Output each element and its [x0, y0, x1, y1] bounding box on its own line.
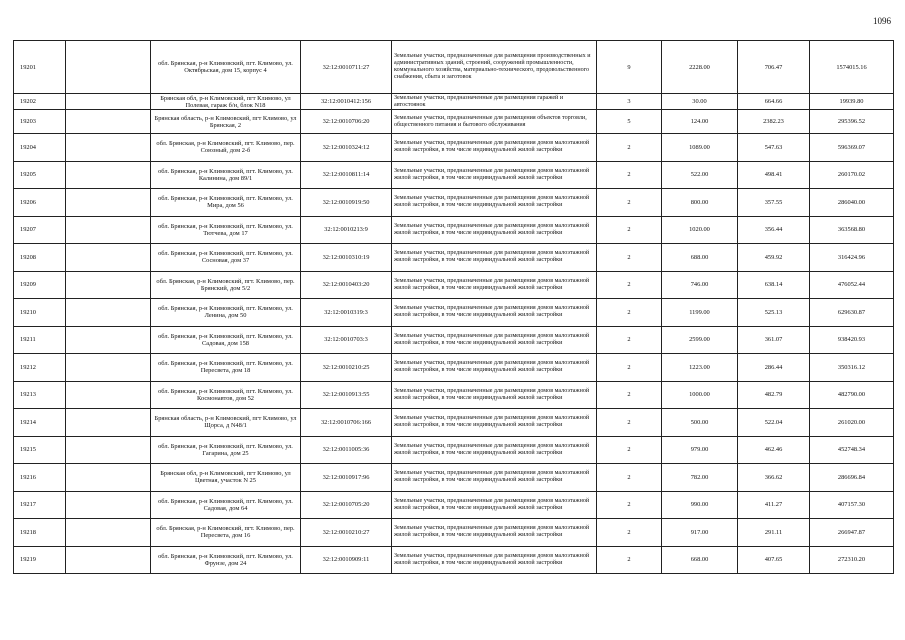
land-use-cell: Земельные участки, предназначенные для размещения домов малоэтажной жилой застройки, в том числе индивидуальной жилой застройки — [392, 216, 597, 244]
cadastral-number-cell: 32:12:0010210:25 — [301, 354, 392, 382]
cadastral-value-cell: 261020.00 — [810, 409, 894, 437]
address-cell: обл. Брянская, р-н Климовский, пгт. Климово, ул. Садовая, дом 64 — [151, 491, 301, 519]
group-number-cell: 2 — [597, 409, 662, 437]
table-row — [14, 189, 894, 217]
group-number-cell: 2 — [597, 216, 662, 244]
row-number: 19207 — [14, 216, 66, 244]
row-number: 19218 — [14, 519, 66, 547]
row-number: 19214 — [14, 409, 66, 437]
row-number: 19202 — [14, 94, 66, 110]
group-number-cell: 2 — [597, 271, 662, 299]
table-row — [14, 161, 894, 189]
cadastral-value-cell: 407157.30 — [810, 491, 894, 519]
group-number-cell: 2 — [597, 134, 662, 162]
row-number: 19217 — [14, 491, 66, 519]
cadastral-number-cell: 32:12:0010210:27 — [301, 519, 392, 547]
cadastral-value-cell: 629630.87 — [810, 299, 894, 327]
address-cell: обл. Брянская, р-н Климовский, пгт. Климово, ул. Октябрьская, дом 15, корпус 4 — [151, 41, 301, 94]
group-number-cell: 2 — [597, 244, 662, 272]
land-use-cell: Земельные участки, предназначенные для размещения домов малоэтажной жилой застройки, в том числе индивидуальной жилой застройки — [392, 189, 597, 217]
row-spacer — [66, 134, 151, 162]
group-number-cell: 2 — [597, 189, 662, 217]
row-spacer — [66, 244, 151, 272]
table-row — [14, 110, 894, 134]
table-row — [14, 519, 894, 547]
row-spacer — [66, 436, 151, 464]
unit-value-cell: 498.41 — [738, 161, 810, 189]
address-cell: обл. Брянская, р-н Климовский, пгт. Климово, ул. Тютчева, дом 17 — [151, 216, 301, 244]
land-use-cell: Земельные участки, предназначенные для размещения домов малоэтажной жилой застройки, в том числе индивидуальной жилой застройки — [392, 354, 597, 382]
table-row — [14, 409, 894, 437]
area-cell: 782.00 — [662, 464, 738, 492]
row-number: 19215 — [14, 436, 66, 464]
area-cell: 917.00 — [662, 519, 738, 547]
table-row — [14, 436, 894, 464]
unit-value-cell: 482.79 — [738, 381, 810, 409]
cadastral-value-cell: 286040.00 — [810, 189, 894, 217]
area-cell: 979.00 — [662, 436, 738, 464]
page-number: 1096 — [873, 16, 891, 26]
table-row — [14, 271, 894, 299]
unit-value-cell: 357.55 — [738, 189, 810, 217]
row-number: 19213 — [14, 381, 66, 409]
cadastral-value-cell: 1574015.16 — [810, 41, 894, 94]
row-spacer — [66, 326, 151, 354]
row-number: 19206 — [14, 189, 66, 217]
address-cell: обл. Брянская, р-н Климовский, пгт. Климово, ул. Гагарина, дом 25 — [151, 436, 301, 464]
cadastral-value-cell: 266947.87 — [810, 519, 894, 547]
table-row — [14, 546, 894, 574]
cadastral-number-cell: 32:12:0010703:3 — [301, 326, 392, 354]
row-spacer — [66, 381, 151, 409]
row-spacer — [66, 41, 151, 94]
address-cell: Брянская область, р-н Климовский, пгт Климово, ул Щорса, д N48/1 — [151, 409, 301, 437]
row-spacer — [66, 546, 151, 574]
cadastral-number-cell: 32:12:0010324:12 — [301, 134, 392, 162]
group-number-cell: 2 — [597, 546, 662, 574]
address-cell: обл. Брянская, р-н Климовский, пгт. Климово, пер. Пересвета, дом 16 — [151, 519, 301, 547]
row-spacer — [66, 299, 151, 327]
row-spacer — [66, 354, 151, 382]
row-number: 19203 — [14, 110, 66, 134]
land-use-cell: Земельные участки, предназначенные для размещения домов малоэтажной жилой застройки, в том числе индивидуальной жилой застройки — [392, 134, 597, 162]
group-number-cell: 2 — [597, 491, 662, 519]
cadastral-number-cell: 32:12:0010913:55 — [301, 381, 392, 409]
table-row — [14, 491, 894, 519]
unit-value-cell: 459.92 — [738, 244, 810, 272]
land-use-cell: Земельные участки, предназначенные для размещения домов малоэтажной жилой застройки, в том числе индивидуальной жилой застройки — [392, 546, 597, 574]
row-spacer — [66, 110, 151, 134]
row-number: 19210 — [14, 299, 66, 327]
area-cell: 1089.00 — [662, 134, 738, 162]
group-number-cell: 5 — [597, 110, 662, 134]
table-row — [14, 464, 894, 492]
address-cell: обл. Брянская, р-н Климовский, пгт. Климово, ул. Сосновая, дом 37 — [151, 244, 301, 272]
cadastral-value-cell: 476052.44 — [810, 271, 894, 299]
table-row — [14, 326, 894, 354]
land-use-cell: Земельные участки, предназначенные для размещения объектов торговли, общественного питания и бытового обслуживания — [392, 110, 597, 134]
row-number: 19204 — [14, 134, 66, 162]
area-cell: 746.00 — [662, 271, 738, 299]
cadastral-number-cell: 32:12:0010213:9 — [301, 216, 392, 244]
cadastral-value-cell: 316424.96 — [810, 244, 894, 272]
land-use-cell: Земельные участки, предназначенные для размещения гаражей и автостоянок — [392, 94, 597, 110]
cadastral-value-cell: 19939.80 — [810, 94, 894, 110]
unit-value-cell: 366.62 — [738, 464, 810, 492]
area-cell: 990.00 — [662, 491, 738, 519]
group-number-cell: 2 — [597, 464, 662, 492]
cadastral-number-cell: 32:12:0010917:96 — [301, 464, 392, 492]
cadastral-value-cell: 596369.07 — [810, 134, 894, 162]
area-cell: 30.00 — [662, 94, 738, 110]
unit-value-cell: 706.47 — [738, 41, 810, 94]
address-cell: Брянская обл, р-н Климовский, пгт Климово, ул Цветная, участок N 25 — [151, 464, 301, 492]
unit-value-cell: 547.63 — [738, 134, 810, 162]
table-body — [14, 41, 894, 574]
unit-value-cell: 522.04 — [738, 409, 810, 437]
address-cell: обл. Брянская, р-н Климовский, пгт. Климово, пер. Союзный, дом 2-б — [151, 134, 301, 162]
unit-value-cell: 291.11 — [738, 519, 810, 547]
cadastral-number-cell: 32:12:0011005:36 — [301, 436, 392, 464]
cadastral-value-cell: 272310.20 — [810, 546, 894, 574]
address-cell: обл. Брянская, р-н Климовский, пгт. Климово, ул. Калинина, дом 89/1 — [151, 161, 301, 189]
group-number-cell: 2 — [597, 299, 662, 327]
land-use-cell: Земельные участки, предназначенные для размещения домов малоэтажной жилой застройки, в том числе индивидуальной жилой застройки — [392, 519, 597, 547]
cadastral-number-cell: 32:12:0010706:166 — [301, 409, 392, 437]
area-cell: 124.00 — [662, 110, 738, 134]
cadastral-value-cell: 286696.84 — [810, 464, 894, 492]
table-row — [14, 354, 894, 382]
land-use-cell: Земельные участки, предназначенные для размещения домов малоэтажной жилой застройки, в том числе индивидуальной жилой застройки — [392, 299, 597, 327]
land-parcels-table — [13, 40, 894, 574]
cadastral-number-cell: 32:12:0010706:20 — [301, 110, 392, 134]
row-spacer — [66, 491, 151, 519]
address-cell: обл. Брянская, р-н Климовский, пгт. Климово, ул. Садовая, дом 158 — [151, 326, 301, 354]
cadastral-value-cell: 482790.00 — [810, 381, 894, 409]
row-number: 19201 — [14, 41, 66, 94]
area-cell: 1000.00 — [662, 381, 738, 409]
unit-value-cell: 407.65 — [738, 546, 810, 574]
table-row — [14, 299, 894, 327]
row-spacer — [66, 161, 151, 189]
cadastral-value-cell: 260170.02 — [810, 161, 894, 189]
cadastral-number-cell: 32:12:0010919:50 — [301, 189, 392, 217]
row-spacer — [66, 271, 151, 299]
land-use-cell: Земельные участки, предназначенные для размещения домов малоэтажной жилой застройки, в том числе индивидуальной жилой застройки — [392, 464, 597, 492]
unit-value-cell: 664.66 — [738, 94, 810, 110]
area-cell: 500.00 — [662, 409, 738, 437]
table-row — [14, 244, 894, 272]
row-number: 19212 — [14, 354, 66, 382]
cadastral-number-cell: 32:12:0010711:27 — [301, 41, 392, 94]
cadastral-number-cell: 32:12:0010705:20 — [301, 491, 392, 519]
area-cell: 1223.00 — [662, 354, 738, 382]
land-use-cell: Земельные участки, предназначенные для размещения домов малоэтажной жилой застройки, в том числе индивидуальной жилой застройки — [392, 161, 597, 189]
row-number: 19209 — [14, 271, 66, 299]
area-cell: 522.00 — [662, 161, 738, 189]
row-number: 19219 — [14, 546, 66, 574]
unit-value-cell: 525.13 — [738, 299, 810, 327]
row-spacer — [66, 189, 151, 217]
row-number: 19208 — [14, 244, 66, 272]
row-number: 19216 — [14, 464, 66, 492]
row-spacer — [66, 409, 151, 437]
group-number-cell: 2 — [597, 326, 662, 354]
address-cell: обл. Брянская, р-н Климовский, пгт. Климово, ул. Пересвета, дом 18 — [151, 354, 301, 382]
cadastral-value-cell: 938420.93 — [810, 326, 894, 354]
row-spacer — [66, 464, 151, 492]
area-cell: 1020.00 — [662, 216, 738, 244]
area-cell: 688.00 — [662, 244, 738, 272]
group-number-cell: 3 — [597, 94, 662, 110]
area-cell: 2599.00 — [662, 326, 738, 354]
unit-value-cell: 638.14 — [738, 271, 810, 299]
land-use-cell: Земельные участки, предназначенные для размещения домов малоэтажной жилой застройки, в том числе индивидуальной жилой застройки — [392, 244, 597, 272]
group-number-cell: 9 — [597, 41, 662, 94]
row-number: 19205 — [14, 161, 66, 189]
unit-value-cell: 411.27 — [738, 491, 810, 519]
address-cell: обл. Брянская, р-н Климовский, пгт. Климово, ул. Мира, дом 56 — [151, 189, 301, 217]
area-cell: 2228.00 — [662, 41, 738, 94]
land-use-cell: Земельные участки, предназначенные для размещения домов малоэтажной жилой застройки, в том числе индивидуальной жилой застройки — [392, 409, 597, 437]
area-cell: 1199.00 — [662, 299, 738, 327]
land-use-cell: Земельные участки, предназначенные для размещения домов малоэтажной жилой застройки, в том числе индивидуальной жилой застройки — [392, 326, 597, 354]
area-cell: 800.00 — [662, 189, 738, 217]
unit-value-cell: 286.44 — [738, 354, 810, 382]
table-row — [14, 134, 894, 162]
cadastral-number-cell: 32:12:0010811:14 — [301, 161, 392, 189]
land-use-cell: Земельные участки, предназначенные для размещения домов малоэтажной жилой застройки, в том числе индивидуальной жилой застройки — [392, 271, 597, 299]
address-cell: обл. Брянская, р-н Климовский, пгт. Климово, ул. Фрунзе, дом 24 — [151, 546, 301, 574]
unit-value-cell: 462.46 — [738, 436, 810, 464]
area-cell: 668.00 — [662, 546, 738, 574]
land-use-cell: Земельные участки, предназначенные для размещения домов малоэтажной жилой застройки, в том числе индивидуальной жилой застройки — [392, 381, 597, 409]
group-number-cell: 2 — [597, 354, 662, 382]
unit-value-cell: 2382.23 — [738, 110, 810, 134]
unit-value-cell: 356.44 — [738, 216, 810, 244]
cadastral-number-cell: 32:12:0010310:19 — [301, 244, 392, 272]
row-number: 19211 — [14, 326, 66, 354]
cadastral-number-cell: 32:12:0010319:3 — [301, 299, 392, 327]
address-cell: обл. Брянская, р-н Климовский, пгт. Климово, ул. Ленина, дом 50 — [151, 299, 301, 327]
land-use-cell: Земельные участки, предназначенные для размещения производственных и административных зданий, строений, сооружений промышленности, коммунального хозяйства, материально-технического, продовольственного снабжения, сбыта и заготовок — [392, 41, 597, 94]
table-row — [14, 94, 894, 110]
table-row — [14, 216, 894, 244]
cadastral-value-cell: 350316.12 — [810, 354, 894, 382]
cadastral-number-cell: 32:12:0010909:11 — [301, 546, 392, 574]
row-spacer — [66, 519, 151, 547]
land-use-cell: Земельные участки, предназначенные для размещения домов малоэтажной жилой застройки, в том числе индивидуальной жилой застройки — [392, 436, 597, 464]
cadastral-value-cell: 295396.52 — [810, 110, 894, 134]
table-row — [14, 381, 894, 409]
land-use-cell: Земельные участки, предназначенные для размещения домов малоэтажной жилой застройки, в том числе индивидуальной жилой застройки — [392, 491, 597, 519]
address-cell: обл. Брянская, р-н Климовский, пгт. Климово, пер. Брянский, дом 5/2 — [151, 271, 301, 299]
address-cell: обл. Брянская, р-н Климовский, пгт. Климово, ул. Космонавтов, дом 52 — [151, 381, 301, 409]
group-number-cell: 2 — [597, 381, 662, 409]
group-number-cell: 2 — [597, 519, 662, 547]
address-cell: Брянская обл, р-н Климовский, пгт Климово, ул Полевая, гараж б/н, блок N18 — [151, 94, 301, 110]
row-spacer — [66, 216, 151, 244]
unit-value-cell: 361.07 — [738, 326, 810, 354]
cadastral-value-cell: 363568.80 — [810, 216, 894, 244]
address-cell: Брянская область, р-н Климовский, пгт Климово, ул Брянская, 2 — [151, 110, 301, 134]
cadastral-value-cell: 452748.34 — [810, 436, 894, 464]
group-number-cell: 2 — [597, 436, 662, 464]
table-row — [14, 41, 894, 94]
group-number-cell: 2 — [597, 161, 662, 189]
cadastral-number-cell: 32:12:0010412:156 — [301, 94, 392, 110]
cadastral-number-cell: 32:12:0010403:20 — [301, 271, 392, 299]
row-spacer — [66, 94, 151, 110]
